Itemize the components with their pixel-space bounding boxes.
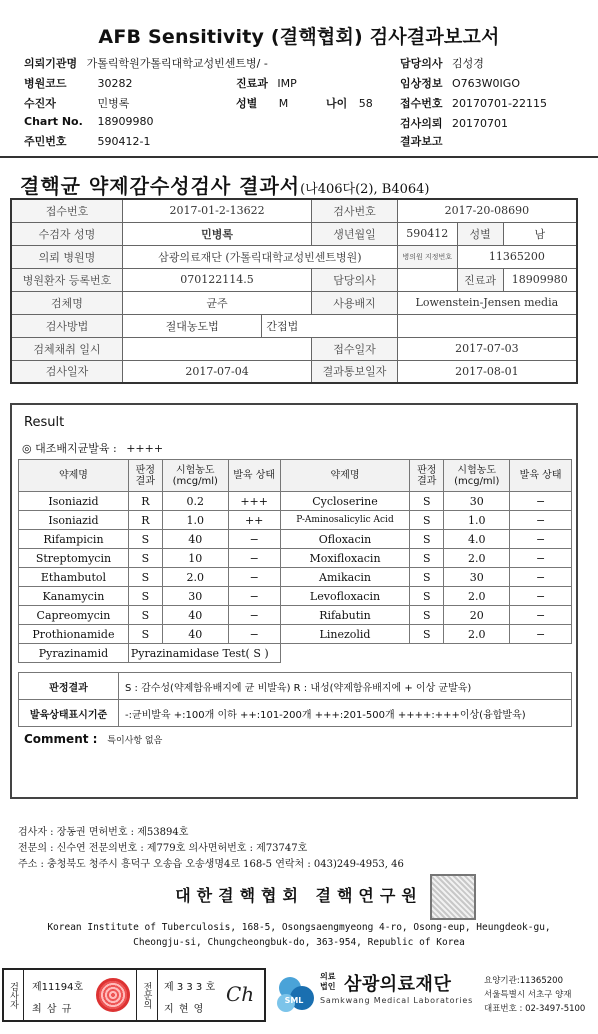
info-row [11,199,577,222]
concentration-cell: 2.0 [444,587,510,606]
growth-cell: − [510,511,572,530]
pyrazinamid-value: Pyrazinamidase Test( S ) [128,644,280,663]
dept-label: 진료과 [236,77,268,90]
result-section [10,403,578,799]
hosp-no-label: 병의원 지정번호 [397,245,457,268]
concentration-cell: 10 [162,549,228,568]
exam-no-label: 검사번호 [312,199,398,222]
table-header [19,460,572,492]
judgment-legend-value: S : 감수성(약제함유배지에 균 비발육) R : 내성(약제함유배지에 + 이상 균발육) [119,673,572,700]
comment-value: 특이사항 없음 [107,736,163,746]
col-growth: 발육 상태 [228,460,280,492]
judgment-cell: S [410,606,444,625]
staff-line-3: 주소 : 충청북도 청주시 흥덕구 오송읍 오송생명4로 168-5 연락처 : 043)249-4953, 46 [18,859,404,870]
org-code: 요양기관:11365200 [484,976,563,986]
judgment-cell: S [128,568,162,587]
test-date-label: 검사일자 [11,360,122,383]
growth-cell: − [228,568,280,587]
patient-name-label: 수검자 성명 [11,222,122,245]
judgment-cell: S [128,606,162,625]
drug-name-cell: Linezolid [280,625,410,644]
form-title-text: 결핵균 약제감수성검사 결과서 [20,174,301,198]
growth-cell: − [228,530,280,549]
doctor-value [397,268,457,291]
receipt-no-label: 접수번호 [400,97,443,110]
org-tel: 대표번호 : 02-3497-5100 [484,1004,586,1014]
concentration-cell: 40 [162,625,228,644]
concentration-cell: 30 [162,587,228,606]
table-body [19,492,572,644]
col-judgment: 판정 결과 [410,460,444,492]
table-row [19,587,572,606]
report-date-label: 결과통보일자 [312,360,398,383]
address-line-1: Korean Institute of Tuberculosis, 168-5, Osongsaengmyeong 4-ro, Osong-eup, Heungdeok-gu, [47,922,551,933]
patient-label: 수진자 [24,97,56,110]
dept-value: IMP [277,77,297,90]
judgment-legend-label: 판정결과 [19,673,119,700]
age-label: 나이 [326,97,348,110]
address-line-2: Cheongju-si, Chungcheongbuk-do, 363-954, Republic of Korea [133,937,465,948]
medium-label: 사용배지 [312,291,398,314]
specialist-name: 지 현 영 [164,1004,205,1015]
receipt-no-value: 20170701-22115 [452,97,547,110]
table-row [19,511,572,530]
control-growth-label: ◎ 대조배지균발육 : [22,442,117,455]
doctor-label: 담당의사 [312,268,398,291]
drug-name-cell: Isoniazid [19,511,129,530]
specialist-vertical-label: 전문의 [136,970,158,1020]
concentration-cell: 2.0 [162,568,228,587]
sex-label: 성별 [457,222,503,245]
col-conc: 시험농도 (mcg/ml) [444,460,510,492]
growth-cell: − [510,625,572,644]
patient-info-table [10,198,578,384]
judgment-cell: S [410,492,444,511]
judgment-cell: S [128,587,162,606]
pyrazinamid-empty [280,644,571,663]
growth-cell: − [228,587,280,606]
drug-name-cell: Levofloxacin [280,587,410,606]
staff-line-1: 검사자 : 장동권 면허번호 : 제53894호 [18,827,189,838]
drug-name-cell: Streptomycin [19,549,129,568]
comment [24,732,162,746]
clinical-value: O763W0IGO [452,77,520,90]
growth-cell: − [510,492,572,511]
institution-name: 대한결핵협회 결핵연구원 [175,886,423,905]
growth-cell: − [510,606,572,625]
method-empty [397,314,577,337]
sex-label: 성별 [236,97,258,110]
institution-seal [430,874,476,920]
examiner-name: 최 삼 규 [32,1004,73,1015]
judgment-cell: S [128,530,162,549]
drug-name-cell: Rifampicin [19,530,129,549]
drug-name-cell: Rifabutin [280,606,410,625]
growth-cell: ++ [228,511,280,530]
judgment-cell: R [128,511,162,530]
result-title: Result [24,415,65,430]
examiner-vertical-label: 검사자 [4,970,24,1020]
sex-value: M [278,97,289,110]
growth-cell: − [510,587,572,606]
concentration-cell: 2.0 [444,549,510,568]
drug-name-cell: Moxifloxacin [280,549,410,568]
judgment-cell: S [410,549,444,568]
judgment-cell: S [410,511,444,530]
concentration-cell: 2.0 [444,625,510,644]
org-name: 삼광의료재단 [344,974,452,995]
org-address: 서울특별시 서초구 양재 [484,990,572,1000]
pyrazinamid-row [19,644,572,663]
org-eng-name: Samkwang Medical Laboratories [320,996,474,1005]
method-label: 검사방법 [11,314,122,337]
info-row [11,268,577,291]
institution-value: 가톨릭학원가톨릭대학교성빈센트병/ - [86,57,268,70]
judgment-cell: S [410,587,444,606]
signature-box [2,968,266,1022]
specialist-signature: Ch [226,982,255,1006]
rrn-label: 주민번호 [24,135,67,148]
table-row [19,568,572,587]
susceptibility-table [18,459,572,663]
hospital-label: 의뢰 병원명 [11,245,122,268]
concentration-cell: 40 [162,530,228,549]
drug-name-cell: Ethambutol [19,568,129,587]
drug-name-cell: Capreomycin [19,606,129,625]
info-row [11,291,577,314]
test-date-value: 2017-07-04 [122,360,311,383]
col-drug: 약제명 [280,460,410,492]
patient-value: 민병록 [97,97,130,110]
concentration-cell: 20 [444,606,510,625]
medium-value: Lowenstein-Jensen media [397,291,577,314]
examiner-no: 제11194호 [32,982,84,993]
hosp-no-value: 11365200 [457,245,577,268]
table-row [19,492,572,511]
growth-cell: − [510,549,572,568]
info-row [11,360,577,383]
hospital-code-label: 병원코드 [24,77,67,90]
drug-name-cell: Cycloserine [280,492,410,511]
reg-no-value: 070122114.5 [122,268,311,291]
growth-cell: − [228,549,280,568]
form-code: (나406다(2), B4064) [300,182,430,197]
doctor-value: 김성경 [452,57,484,70]
dept-label: 진료과 [457,268,503,291]
header-divider [0,156,598,158]
receipt-date-value: 2017-07-03 [397,337,577,360]
comment-label: Comment : [24,732,98,746]
form-title [20,170,429,199]
method-value-2: 간접법 [262,314,397,337]
drug-name-cell: P-Aminosalicylic Acid [280,511,410,530]
info-row [11,222,577,245]
growth-cell: − [510,530,572,549]
info-row [11,314,577,337]
receipt-date-label: 접수일자 [312,337,398,360]
hospital-value: 삼광의료재단 (가톨릭대학교성빈센트병원) [122,245,397,268]
judgment-cell: S [410,625,444,644]
pyrazinamid-label: Pyrazinamid [19,644,129,663]
hospital-code-value: 30282 [97,77,133,90]
collection-label: 검체채취 일시 [11,337,122,360]
legend-row [19,700,572,727]
sml-logo-icon [272,970,316,1018]
legend-table [18,672,572,727]
receipt-no-label: 접수번호 [11,199,122,222]
report-date-value: 2017-08-01 [397,360,577,383]
clinical-label: 임상정보 [400,77,443,90]
judgment-cell: S [410,530,444,549]
specimen-label: 검체명 [11,291,122,314]
judgment-cell: R [128,492,162,511]
growth-cell: − [510,568,572,587]
concentration-cell: 4.0 [444,530,510,549]
rrn-value: 590412-1 [97,135,151,148]
control-growth [22,440,163,456]
chart-label: Chart No. [24,115,83,128]
test-request-value: 20170701 [452,117,509,130]
examiner-stamp [96,978,130,1012]
chart-value: 18909980 [97,115,154,128]
patient-name-value: 민병록 [122,222,311,245]
age-value: 58 [358,97,373,110]
growth-legend-label: 발육상태표시기준 [19,700,119,727]
exam-no-value: 2017-20-08690 [397,199,577,222]
col-drug: 약제명 [19,460,129,492]
info-row [11,337,577,360]
drug-name-cell: Prothionamide [19,625,129,644]
dob-label: 생년월일 [312,222,398,245]
concentration-cell: 1.0 [162,511,228,530]
table-row [19,549,572,568]
concentration-cell: 40 [162,606,228,625]
judgment-cell: S [128,549,162,568]
legend-row [19,673,572,700]
concentration-cell: 30 [444,568,510,587]
concentration-cell: 1.0 [444,511,510,530]
info-row [11,245,577,268]
table-row [19,606,572,625]
method-value-1: 절대농도법 [122,314,262,337]
institution-label: 의뢰기관명 [24,57,78,70]
judgment-cell: S [128,625,162,644]
growth-cell: − [228,606,280,625]
table-row [19,530,572,549]
result-report-label: 결과보고 [400,135,443,148]
doctor-label: 담당의사 [400,57,443,70]
concentration-cell: 0.2 [162,492,228,511]
col-judgment: 판정 결과 [128,460,162,492]
dept-value: 18909980 [503,268,577,291]
report-title: AFB Sensitivity (결핵협회) 검사결과보고서 [98,26,500,48]
drug-name-cell: Kanamycin [19,587,129,606]
sex-value: 남 [503,222,577,245]
drug-name-cell: Isoniazid [19,492,129,511]
table-row [19,625,572,644]
growth-cell: +++ [228,492,280,511]
institution-address [0,920,598,950]
drug-name-cell: Ofloxacin [280,530,410,549]
org-info [484,974,585,1016]
collection-value [122,337,311,360]
growth-legend-value: -:균비발육 +:100개 이하 ++:101-200개 +++:201-500개 ++++:+++이상(융합발육) [119,700,572,727]
test-request-label: 검사의뢰 [400,117,443,130]
receipt-no-value: 2017-01-2-13622 [122,199,311,222]
control-growth-value: ++++ [126,442,164,455]
corp-label: 의료 법인 [320,972,336,991]
judgment-cell: S [410,568,444,587]
dob-value: 590412 [397,222,457,245]
col-conc: 시험농도 (mcg/ml) [162,460,228,492]
logo-text: SML [284,996,304,1005]
concentration-cell: 30 [444,492,510,511]
drug-name-cell: Amikacin [280,568,410,587]
staff-line-2: 전문의 : 신수연 전문의번호 : 제779호 의사면허번호 : 제73747호 [18,843,308,854]
reg-no-label: 병원환자 등록번호 [11,268,122,291]
specialist-no: 제 3 3 3 호 [164,982,216,993]
specimen-value: 균주 [122,291,311,314]
growth-cell: − [228,625,280,644]
col-growth: 발육 상태 [510,460,572,492]
